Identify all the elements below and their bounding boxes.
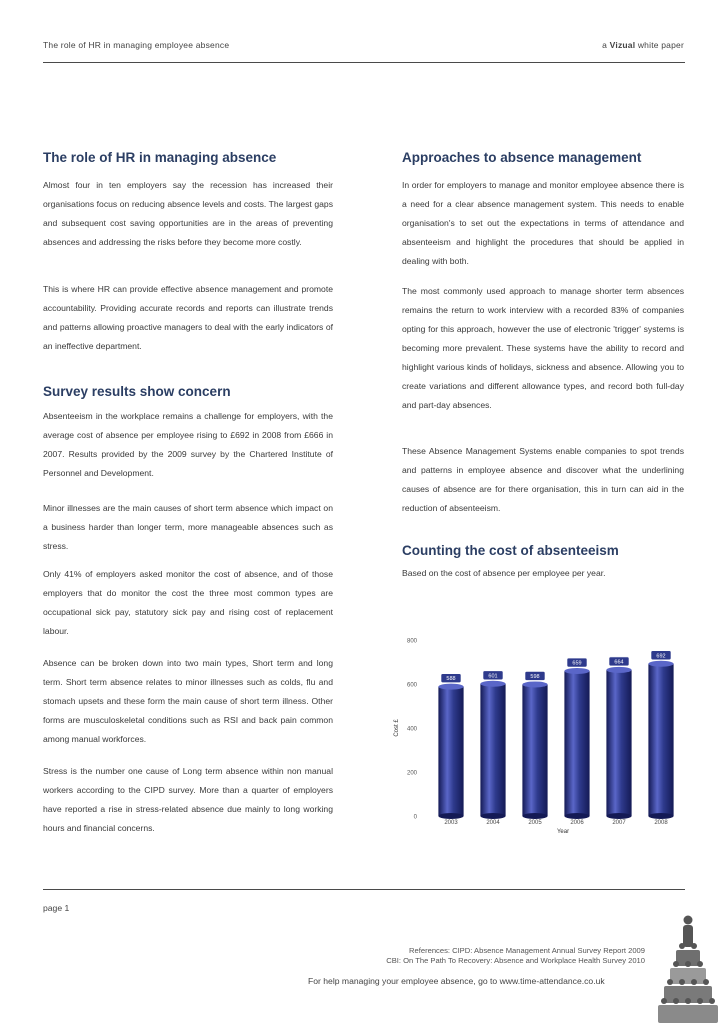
data-label: 598 [530, 673, 540, 680]
absence-cost-chart [385, 598, 685, 843]
chart-bar-cap [480, 681, 505, 687]
chart-bar-base [606, 813, 631, 819]
paragraph: Stress is the number one cause of Long term absence within non manual workers according to the CIPD survey. More than a quarter of employers have reported a rise in stress-related absence due mainly to long working hours and financial concerns. [43, 766, 333, 833]
x-tick-label: 2003 [444, 820, 458, 826]
footer-rule [43, 889, 685, 890]
chart-intro: Based on the cost of absence per employee per year. [402, 568, 606, 578]
paragraph: Almost four in ten employers say the recession has increased their organisations focus on reducing absence levels and costs. The largest gaps and subsequent cost saving opportunities are in the areas of preventing absences and addressing the risks before they become more costly. [43, 180, 333, 247]
paragraph: Absence can be broken down into two main types, Short term and long term. Short term absence relates to minor illnesses such as colds, flu and stomach upsets and these form the main cause of short term illness. Other forms are musculoskeletal conditions such as RSI and back pain common among manual workforces. [43, 658, 333, 744]
header-title: The role of HR in managing employee absence [43, 40, 230, 50]
data-label: 601 [488, 673, 498, 680]
y-tick-label: 600 [406, 682, 417, 689]
reference-1: References: CIPD: Absence Management Annual Survey Report 2009 [409, 946, 645, 955]
y-tick-label: 400 [406, 726, 417, 733]
chart-bar-cap [648, 661, 673, 667]
y-tick-label: 0 [413, 814, 417, 821]
paragraph: This is where HR can provide effective absence management and promote accountability. Providing accurate records and reports can illustrate trends and patterns allowing proactive managers to deal with the early indicators of an ineffective department. [43, 284, 333, 351]
data-label: 664 [614, 659, 624, 666]
x-tick-label: 2004 [486, 820, 500, 826]
section-title-approaches: Approaches to absence management [402, 150, 642, 165]
chart-bar [564, 671, 589, 816]
section-title-counting-cost: Counting the cost of absenteeism [402, 543, 619, 558]
chart-bar-base [522, 813, 547, 819]
page-number: page 1 [43, 903, 70, 913]
paragraph: These Absence Management Systems enable companies to spot trends and patterns in employee absence and discover what the underlining causes of absence are for there organisation, this in turn can aid in the reduction of absenteeism. [402, 446, 684, 513]
help-text: For help managing your employee absence, go to www.time-attendance.co.uk [308, 976, 605, 986]
x-tick-label: 2007 [612, 820, 626, 826]
paragraph: The most commonly used approach to manage shorter term absences remains the return to work interview with a recorded 83% of companies opting for this approach, however the use of electronic 'trigger' systems is becoming more prevalent. These systems have the ability to record and highlight various kinds of holidays, sickness and absence. Allowing you to create variations and different allowance types, and record both full-day and part-day absences. [402, 286, 684, 410]
section-title-survey-results: Survey results show concern [43, 384, 231, 399]
people-pyramid-icon [650, 910, 724, 1026]
chart-bar [522, 684, 547, 816]
section-title-role-of-hr: The role of HR in managing absence [43, 150, 277, 165]
reference-2: CBI: On The Path To Recovery: Absence and Workplace Health Survey 2010 [386, 956, 645, 965]
header-prefix: a [602, 40, 608, 50]
chart-bar-base [648, 813, 673, 819]
header-suffix: white paper [637, 40, 684, 50]
chart-bar-cap [606, 667, 631, 673]
chart-bar [480, 684, 505, 816]
chart-bar [648, 664, 673, 816]
paragraph: In order for employers to manage and monitor employee absence there is a need for a clear absence management system. This needs to enable organisation's to set out the expectations in terms of attendance and absenteeism and highlight the procedures that should be applied in dealing with both. [402, 180, 684, 266]
x-tick-label: 2005 [528, 820, 542, 826]
chart-bar [606, 670, 631, 816]
y-axis-label: Cost £ [394, 719, 400, 737]
header-rule [43, 62, 685, 63]
x-tick-label: 2006 [570, 820, 584, 826]
data-label: 659 [572, 660, 582, 667]
y-tick-label: 200 [406, 770, 417, 777]
x-tick-label: 2008 [654, 820, 668, 826]
data-label: 588 [446, 676, 456, 683]
chart-bar-base [480, 813, 505, 819]
x-axis-label: Year [556, 829, 570, 835]
data-label: 692 [656, 653, 666, 660]
chart-bar-cap [522, 681, 547, 687]
chart-bar-cap [438, 684, 463, 690]
chart-bar-base [438, 813, 463, 819]
paragraph: Absenteeism in the workplace remains a challenge for employers, with the average cost of absence per employee rising to £692 in 2008 from £666 in 2007. Results provided by the 2009 survey by the Chartered Institute of Personnel and Development. [43, 411, 333, 478]
y-tick-label: 800 [406, 638, 417, 645]
paragraph: Minor illnesses are the main causes of short term absence which impact on a business harder than longer term, more manageable absences such as stress. [43, 503, 333, 551]
paragraph: Only 41% of employers asked monitor the cost of absence, and of those employers that do monitor the cost the three most common types are occupational sick pay, statutory sick pay and rising cost of replacement labour. [43, 569, 333, 636]
chart-bar-cap [564, 668, 589, 674]
chart-bar [438, 687, 463, 816]
chart-svg [385, 598, 685, 843]
brand-name: Vizual [609, 40, 636, 50]
header-brand-line [602, 40, 684, 50]
people-pyramid-graphic [650, 910, 724, 1026]
chart-bar-base [564, 813, 589, 819]
